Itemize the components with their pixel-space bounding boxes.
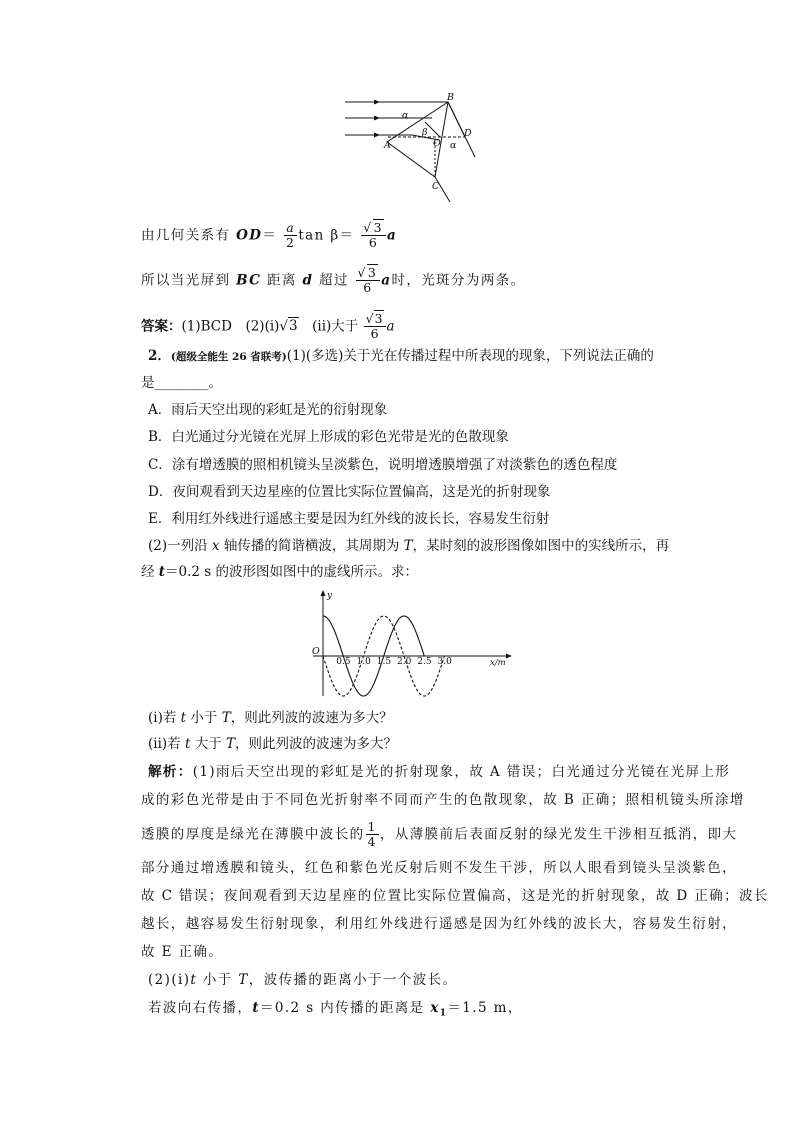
variable-T: T [221,710,231,726]
label-beta: β [422,127,428,138]
text: ，则此列波的波速为多大？ [235,736,398,752]
option-e [148,513,549,527]
x-tick-label: 2.5 [417,657,432,667]
text: tan β＝ [298,227,355,244]
fraction-sqrt3-over-6: $\frac{√3}{6}$ [356,266,381,296]
radicand: 3 [289,318,298,335]
variable-a: a [381,272,392,289]
answer-line: 答案：(1)BCD (2)(ⅰ)√3 (ⅱ)大于 $\frac{√3}{6}$ a [141,311,395,342]
solution-line-9 [148,1002,523,1019]
od-symbol: OD [236,227,263,244]
text: 距离 [261,272,303,289]
fraction-sqrt3-over-6: $\frac{√3}{6}$ [361,221,386,251]
variable-t: t [190,972,198,988]
label-B: B [447,92,454,103]
text: ＝0.2 s 的波形图如图中的虚线所示。求： [165,564,419,580]
option-text: B．白光通过分光镜在光屏上形成的彩色光带是光的色散现象 [148,429,509,445]
option-d [148,486,550,500]
text: 由几何关系有 [141,227,237,244]
x-tick-label: 0.5 [336,657,351,667]
variable-t: t [158,564,166,580]
fraction-numerator: a [286,220,296,235]
variable-T: T [238,972,249,988]
radicand: 3 [374,311,383,326]
variable-x: x [430,1000,440,1016]
solution-text: 故 E 正确。 [141,944,224,960]
text: 小于 [186,710,222,726]
text: 时，光斑分为两条。 [391,272,526,289]
text: 大于 [190,736,226,752]
radicand: 3 [373,220,383,235]
solution-label: 解析： [148,764,193,780]
fraction-sqrt3-over-6: $\frac{√3}{6}$ [364,312,386,342]
option-text: D．夜间观看到天边星座的位置比实际位置偏高，这是光的折射现象 [148,484,551,500]
y-axis-arrow [321,590,326,596]
solution-text: ＝1.5 m， [447,1000,523,1016]
fraction-denominator: 6 [363,280,373,296]
solution-line-8 [148,974,457,988]
variable-x: x [211,538,220,554]
text: (1)BCD (2)(ⅰ) [181,318,280,335]
solution-line-2 [141,794,745,808]
variable-t: t [252,1000,260,1016]
fraction-a-over-2 [284,221,297,251]
radicand: 3 [367,265,378,280]
solution-line-7 [141,946,223,960]
solution-text: ＝0.2 s 内传播的距离是 [259,1000,431,1016]
solution-text: 小于 [197,972,239,988]
option-text: C．涂有增透膜的照相机镜头呈淡紫色，说明增透膜增强了对淡紫色的透色程度 [148,457,618,473]
x-tick-label: 1.0 [356,657,371,667]
solution-text: 若波向右传播， [148,1000,253,1016]
y-axis-label: y [327,591,333,601]
text: 所以当光屏到 [141,272,237,289]
variable-a: a [386,318,395,335]
solution-line-6 [141,918,737,932]
fraction-denominator: 6 [368,235,379,251]
solution-text: ，波传播的距离小于一个波长。 [248,972,458,988]
x-axis-arrow [506,654,512,659]
label-O: O [433,138,441,149]
part-2-line-2 [141,566,418,580]
text: (ⅰ)若 [148,710,181,726]
question-number: 2． [148,348,171,364]
subscript: 1 [439,1008,448,1019]
text: 经 [141,564,159,580]
text: (ⅱ)大于 [298,318,359,335]
question-text: (1)(多选)关于光在传播过程中所表现的现象，下列说法正确的 [286,348,654,364]
fraction-numerator: 1 [367,819,377,834]
subquestion-2 [148,738,397,752]
option-a [148,404,387,418]
solution-text: 成的彩色光带是由于不同色光折射率不同而产生的色散现象，故 B 正确；照相机镜头所涂增 [141,792,745,808]
variable-T: T [226,736,236,752]
x-tick-label: 2.0 [397,657,412,667]
label-C: C [432,181,440,192]
subquestion-1 [148,712,393,726]
x-tick-label: 1.5 [376,657,392,667]
text: (2)一列沿 [148,538,212,554]
variable-t: t [184,736,191,752]
solution-line-5 [141,890,769,904]
screen-distance-line [141,266,526,296]
fraction-one-quarter [366,820,379,850]
solution-text: 故 C 错误；夜间观看到天边星座的位置比实际位置偏高，这是光的折射现象，故 D 正确；波长 [141,888,769,904]
text: ，则此列波的波速为多大？ [230,710,393,726]
fraction-denominator: 4 [367,834,377,850]
label-alpha-2: α [450,140,457,151]
variable-T: T [403,538,413,554]
solution-text: (2)(ⅰ) [148,972,191,988]
prism-diagram [340,92,480,208]
solution-line-3 [141,820,737,850]
solution-line-4 [141,862,737,876]
option-c [148,459,617,473]
fraction-denominator: 6 [370,326,379,342]
question-2-line-2 [141,377,222,391]
option-text: E．利用红外线进行遥感主要是因为红外线的波长长，容易发生衍射 [148,511,550,527]
option-b [148,431,509,445]
answer-label: 答案： [141,318,182,335]
variable-t: t [180,710,187,726]
question-text: 是________。 [141,375,222,391]
fraction-denominator: 2 [285,235,296,251]
solution-text: 透膜的厚度是绿光在薄膜中波长的 [141,826,365,843]
d-symbol: d [302,272,314,289]
question-2-line-1 [148,350,654,364]
solution-text: 部分通过增透膜和镜头，红色和紫色光反射后则不发生干涉，所以人眼看到镜头呈淡紫色， [141,860,737,876]
variable-a: a [386,227,398,244]
solution-text: ，从薄膜前后表面反射的绿光发生干涉相互抵消，即大 [379,826,738,843]
label-alpha-1: α [402,110,409,121]
solution-text: (1)雨后天空出现的彩虹是光的折射现象，故 A 错误；白光通过分光镜在光屏上形 [192,764,731,780]
solution-line-1 [148,766,730,780]
solution-text: 越长，越容易发生衍射现象，利用红外线进行遥感是因为红外线的波长大，容易发生衍射， [141,916,737,932]
question-source: (超级全能生 26 省联考) [170,351,287,363]
label-A: A [384,140,391,151]
text: ，某时刻的波形图像如图中的实线所示，再 [412,538,670,554]
label-D: D [464,128,472,139]
text: (ⅱ)若 [148,736,185,752]
wave-chart [305,588,520,706]
origin-label: O [312,646,320,657]
text: 轴传播的简谐横波，其周期为 [219,538,404,554]
x-tick-label: 3.0 [437,657,452,667]
bc-symbol: BC [236,272,262,289]
part-2-line-1 [148,540,669,554]
text: ＝ [262,227,278,244]
x-axis-label: x/m [490,658,506,668]
option-text: A．雨后天空出现的彩虹是光的衍射现象 [148,402,388,418]
text: 超过 [313,272,349,289]
od-formula-line [141,221,397,251]
